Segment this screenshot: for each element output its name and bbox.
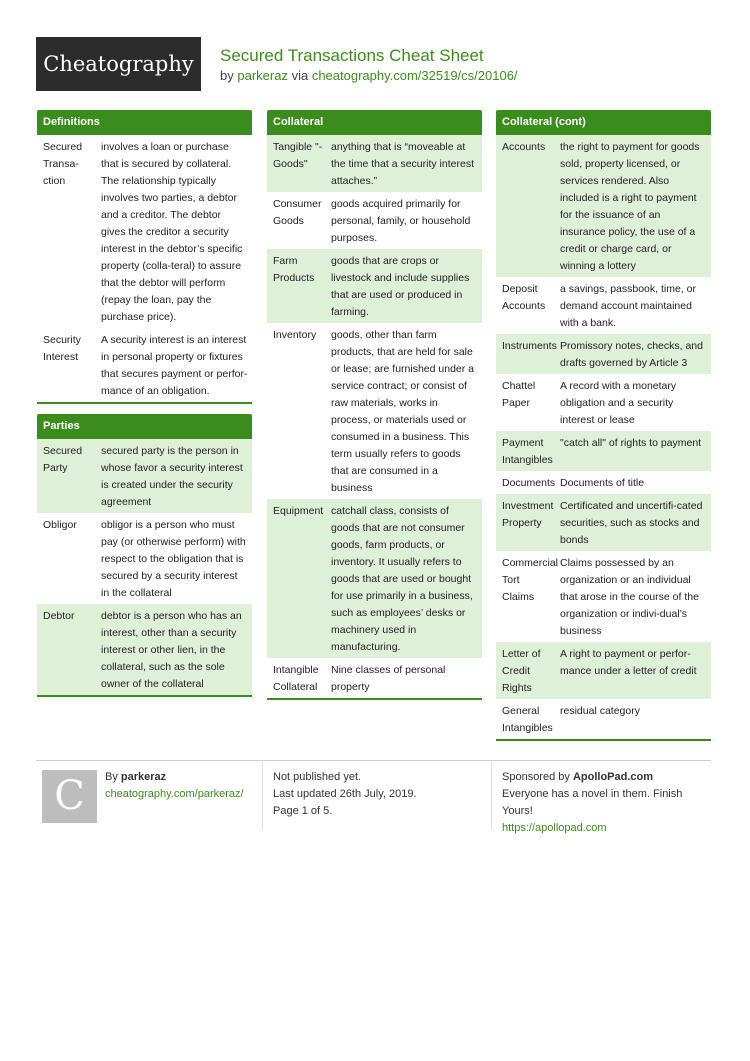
by-prefix: by: [220, 68, 234, 83]
table-row: [496, 135, 711, 277]
definition: Documents of title: [560, 477, 645, 489]
footer-divider: [36, 760, 711, 761]
published-status: Not published yet.: [273, 771, 362, 783]
table-row: [496, 374, 711, 431]
author-link[interactable]: parkeraz: [237, 68, 288, 83]
term: Equipment: [273, 505, 324, 517]
definition: goods that are crops or livestock and include supplies that are used or produced in farming.: [331, 255, 470, 318]
column-3: [496, 110, 711, 741]
section-collateral-cont: [496, 110, 711, 741]
definition: goods acquired primarily for personal, family, or household purposes.: [331, 198, 471, 244]
table-row: [496, 551, 711, 642]
definition: the right to payment for goods sold, property licensed, or services rendered. Also included is a right to payment for the issuance of an insurance policy, the use of a credit or charge card, or winning a lottery: [560, 141, 700, 272]
term: Inventory: [273, 329, 317, 341]
section-collateral: [267, 110, 482, 700]
table-row: [267, 135, 482, 192]
definition: debtor is a person who has an interest, other than a security interest or other lien, in the collateral, such as the sole owner of the collateral: [101, 610, 242, 690]
table-row: [267, 658, 482, 698]
term: Accounts: [502, 141, 546, 153]
sponsor-prefix: Sponsored by: [502, 771, 570, 783]
term: Consumer Goods: [273, 198, 322, 227]
table-row: [496, 642, 711, 699]
definition: anything that is “moveable at the time that a security interest attaches.”: [331, 141, 474, 187]
table-row: [496, 431, 711, 471]
table-row: [37, 604, 252, 695]
last-updated: Last updated 26th July, 2019.: [273, 788, 417, 800]
term: Farm Products: [273, 255, 315, 284]
table-row: [496, 699, 711, 739]
definition: A record with a monetary obligation and a security interest or lease: [560, 380, 677, 426]
table-row: [496, 471, 711, 494]
section-title: Parties: [37, 414, 252, 439]
column-1: [37, 110, 252, 697]
term: Commercial Tort Claims: [502, 557, 559, 603]
definition: Certificated and uncertifi-cated securities, such as stocks and bonds: [560, 500, 703, 546]
sheet-url-link[interactable]: cheatography.com/32519/cs/20106/: [311, 68, 518, 83]
footer-publish-info: [273, 769, 417, 820]
term: Tangible "-Goods": [273, 141, 323, 170]
via-label: via: [291, 68, 309, 83]
term: Documents: [502, 477, 556, 489]
term: Instruments: [502, 340, 557, 352]
page-number: Page 1 of 5.: [273, 805, 333, 817]
section-parties: [37, 414, 252, 697]
author-profile-link[interactable]: cheatography.com/parkeraz/: [105, 788, 244, 800]
term: Secured Transa-ction: [43, 141, 83, 187]
definition: a savings, passbook, time, or demand account maintained with a bank.: [560, 283, 696, 329]
author-avatar: C: [42, 770, 97, 823]
term: Intangible Collateral: [273, 664, 319, 693]
table-row: [496, 334, 711, 374]
table-row: [37, 135, 252, 328]
term: General Intangibles: [502, 705, 553, 734]
term: Letter of Credit Rights: [502, 648, 541, 694]
sponsor-text: Everyone has a novel in them. Finish Yours!: [502, 788, 683, 817]
definition: catchall class, consists of goods that are not consumer goods, farm products, or inventory. It usually refers to goods that are used or bought for use primarily in a business, such as employees’ desks or machinery used in manufacturing.: [331, 505, 473, 653]
section-title: Collateral: [267, 110, 482, 135]
definition: A security interest is an interest in personal property or fixtures that secures payment or perfor-mance of an obligation.: [101, 334, 248, 397]
footer-sponsor: [502, 769, 707, 837]
definition: A right to payment or perfor-mance under a letter of credit: [560, 648, 697, 677]
table-row: [267, 249, 482, 323]
table-row: [37, 439, 252, 513]
cheatography-logo[interactable]: Cheatography: [36, 37, 201, 91]
term: Deposit Accounts: [502, 283, 546, 312]
term: Chattel Paper: [502, 380, 536, 409]
term: Debtor: [43, 610, 75, 622]
footer-author: [105, 769, 244, 803]
term: Payment Intangibles: [502, 437, 553, 466]
footer-separator: [262, 760, 263, 830]
definition: Claims possessed by an organization or an individual that arose in the course of the organization or indivi-dual’s business: [560, 557, 699, 637]
sponsor-name: ApolloPad.com: [572, 771, 654, 783]
byline: [220, 68, 518, 83]
term: Secured Party: [43, 445, 83, 474]
table-row: [496, 494, 711, 551]
table-row: [267, 192, 482, 249]
definition: Nine classes of personal property: [331, 664, 446, 693]
definition: goods, other than farm products, that are held for sale or lease; are furnished under a service contract; or consist of raw materials, works in process, or materials used or consumed in a business. This term usually refers to goods that are consumed in a business: [331, 329, 475, 494]
section-title: Collateral (cont): [496, 110, 711, 135]
definition: involves a loan or purchase that is secured by collateral. The relationship typically involves two parties, a debtor and a creditor. The debtor gives the creditor a security interest in the debtor’s specific property (colla-teral) to assure that the debtor will perform (repay the loan, pay the purchase price).: [101, 141, 243, 323]
section-definitions: [37, 110, 252, 404]
table-row: [37, 328, 252, 402]
by-label: By: [105, 771, 118, 783]
definition: Promissory notes, checks, and drafts governed by Article 3: [560, 340, 703, 369]
sponsor-link[interactable]: https://apollopad.com: [502, 822, 607, 834]
definition: residual category: [560, 705, 640, 717]
column-2: [267, 110, 482, 700]
table-row: [37, 513, 252, 604]
footer-author-name: parkeraz: [120, 771, 167, 783]
term: Obligor: [43, 519, 77, 531]
table-row: [267, 499, 482, 658]
term: Investment Property: [502, 500, 554, 529]
footer-separator: [491, 760, 492, 830]
definition: obligor is a person who must pay (or otherwise perform) with respect to the obligation that is secured by a security interest in the collateral: [101, 519, 246, 599]
table-row: [267, 323, 482, 499]
table-row: [496, 277, 711, 334]
term: Security Interest: [43, 334, 81, 363]
definition: secured party is the person in whose favor a security interest is created under the security agreement: [101, 445, 243, 508]
section-title: Definitions: [37, 110, 252, 135]
definition: "catch all" of rights to payment: [560, 437, 702, 449]
page-title: Secured Transactions Cheat Sheet: [220, 46, 484, 65]
